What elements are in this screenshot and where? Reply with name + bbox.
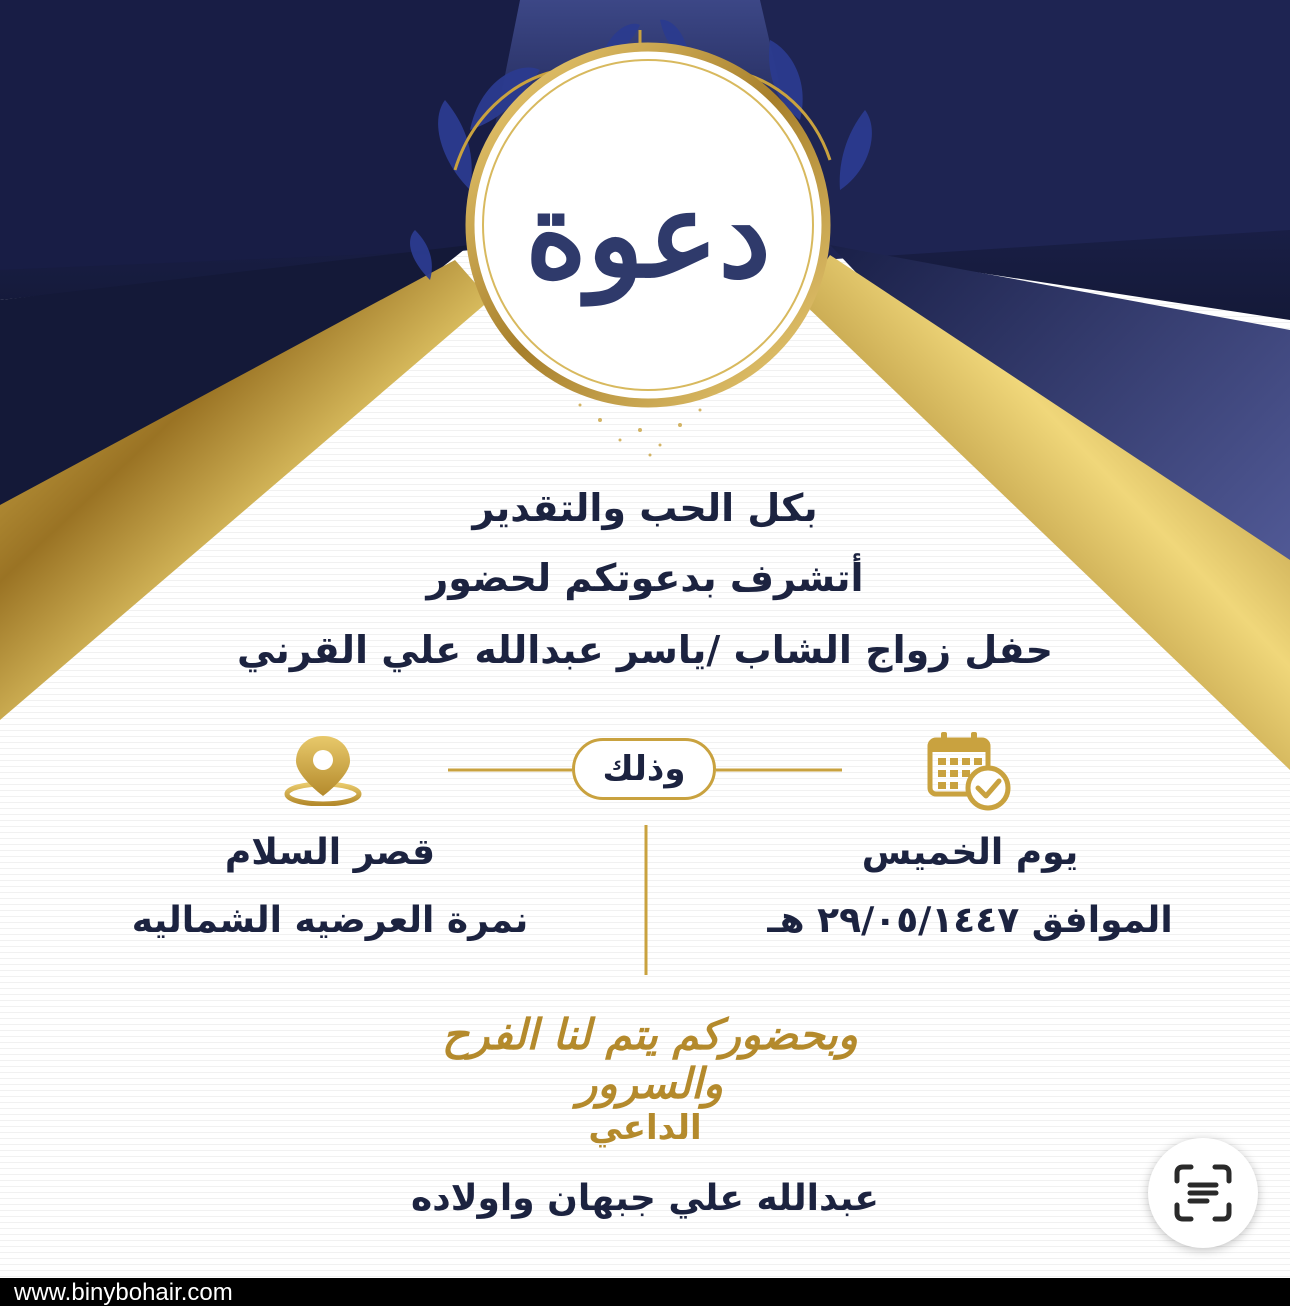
emblem-title: دعوة [525, 165, 771, 304]
event-venue: قصر السلام [224, 832, 436, 873]
text-scan-button[interactable] [1148, 1138, 1258, 1248]
location-pin-icon [282, 730, 364, 806]
blessing-calligraphy: وبحضوركم يتم لنا الفرح والسرور [442, 1010, 858, 1108]
host-name: عبدالله علي جبهان واولاده [410, 1178, 880, 1219]
event-line: حفل زواج الشاب /ياسر عبدالله علي القرني [237, 628, 1053, 672]
separator-label: وذلك [572, 738, 716, 800]
calendar-check-icon [926, 730, 1012, 812]
invite-line: أتشرف بدعوتكم لحضور [426, 556, 864, 600]
event-date: الموافق ٢٩/٠٥/١٤٤٧ هـ [767, 900, 1173, 941]
greeting-line: بكل الحب والتقدير [472, 486, 818, 530]
event-day: يوم الخميس [861, 832, 1079, 873]
watermark-url: www.binybohair.com [14, 1279, 233, 1306]
host-label: الداعي [588, 1108, 702, 1148]
text-scan-icon [1173, 1163, 1233, 1223]
watermark-bar [0, 1278, 1290, 1306]
event-location: نمرة العرضيه الشماليه [131, 900, 529, 941]
